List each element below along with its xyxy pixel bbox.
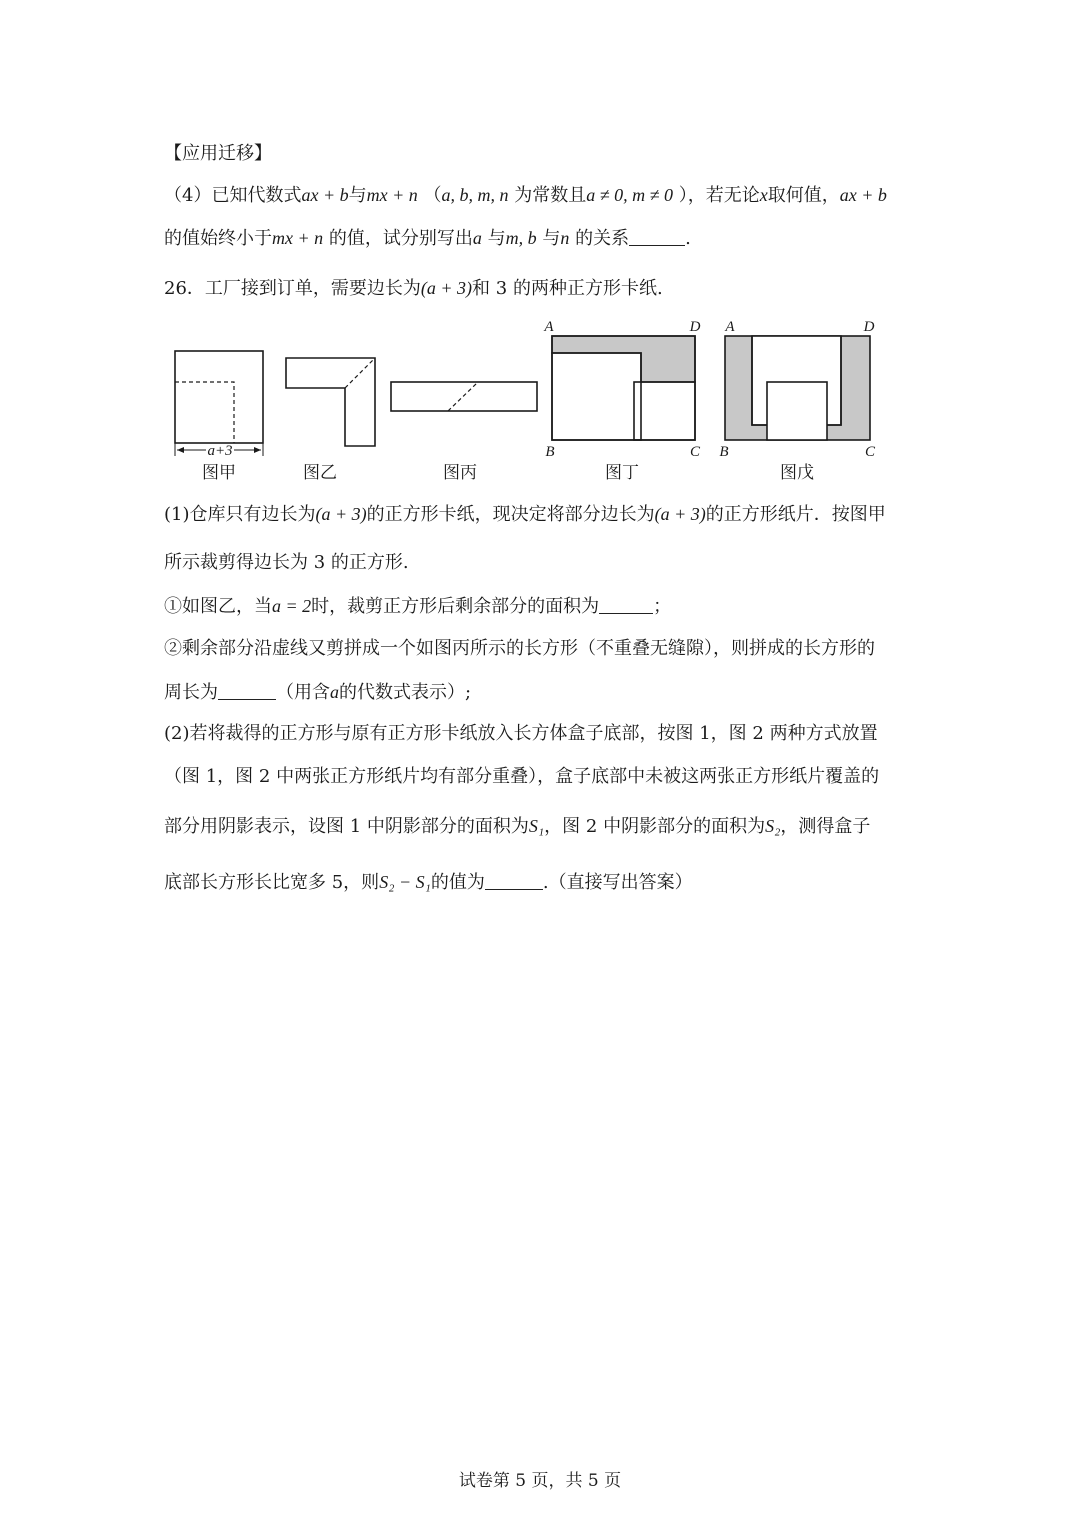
- text: ），若无论: [678, 185, 760, 206]
- math-expr: (a + 3): [315, 504, 367, 524]
- small-square: [634, 382, 695, 440]
- text: 取何值，: [767, 185, 840, 206]
- math-expr: a, b, m, n: [441, 185, 509, 205]
- math-expr: (a + 3): [420, 278, 473, 298]
- large-square: [552, 353, 641, 440]
- arrow-right-icon: [254, 447, 261, 453]
- math-var: a: [472, 228, 482, 248]
- corner-d: D: [863, 319, 875, 335]
- text: 部分用阴影表示，设图 1 中阴影部分的面积为: [164, 816, 529, 837]
- text: 的关系: [575, 228, 630, 249]
- answer-blank: [218, 681, 276, 700]
- math-var: S₁: [528, 816, 545, 836]
- text: 为常数且: [514, 185, 587, 206]
- sub1-line: [164, 594, 671, 619]
- part2-line-1: (2)若将裁得的正方形与原有正方形卡纸放入长方体盒子底部，按图 1，图 2 两种方式放置: [164, 723, 878, 744]
- part2-line-2: （图 1，图 2 中两张正方形纸片均有部分重叠），盒子底部中未被这两张正方形纸片覆盖的: [164, 766, 880, 787]
- text: ，测得盒子: [780, 816, 871, 837]
- q4-line-2: [164, 226, 691, 251]
- text: 的值，试分别写出: [328, 228, 473, 249]
- figure-jia: [175, 351, 263, 456]
- math-expr: mx + n: [366, 185, 418, 205]
- small-square: [767, 382, 827, 440]
- figures-row: [160, 312, 920, 494]
- text: 与: [348, 185, 367, 206]
- figure-wu: [725, 336, 870, 440]
- part2-line-4: [164, 870, 693, 895]
- figure-yi: [286, 358, 375, 446]
- text: (1)仓库只有边长为: [164, 504, 316, 525]
- figure-bing: [391, 382, 537, 411]
- text: 和 3 的两种正方形卡纸.: [472, 278, 663, 299]
- rearranged-rectangle: [391, 382, 537, 411]
- caption-ding: 图丁: [605, 463, 639, 482]
- dashed-cut-line: [448, 382, 478, 411]
- part1-line-1: [164, 502, 886, 527]
- text: 时，裁剪正方形后剩余部分的面积为: [311, 596, 600, 617]
- text: 与: [487, 228, 506, 249]
- corner-b: B: [545, 444, 555, 460]
- text: （用含: [276, 682, 330, 703]
- square-card: [175, 351, 263, 443]
- math-expr: (a + 3): [654, 504, 706, 524]
- text: .: [685, 228, 691, 249]
- arrow-left-icon: [177, 447, 184, 453]
- corner-d: D: [689, 319, 701, 335]
- text: ，图 2 中阴影部分的面积为: [544, 816, 766, 837]
- text: .（直接写出答案）: [542, 872, 693, 893]
- text: ①如图乙，当: [164, 596, 272, 617]
- corner-a: A: [544, 319, 554, 335]
- text: 的正方形纸片．按图甲: [705, 504, 886, 525]
- text: 与: [542, 228, 561, 249]
- corner-b: B: [719, 444, 729, 460]
- shaded-region: [552, 336, 695, 382]
- text: 的代数式表示）;: [339, 682, 472, 703]
- math-expr: ax + b: [839, 185, 887, 205]
- math-expr: mx + n: [272, 228, 324, 248]
- q4-line-1: [164, 183, 887, 208]
- text: （4）已知代数式: [164, 185, 302, 206]
- corner-a: A: [725, 319, 735, 335]
- text: ；: [653, 596, 672, 617]
- text: 26．工厂接到订单，需要边长为: [164, 278, 421, 299]
- math-var: x: [759, 185, 768, 205]
- text: 周长为: [164, 682, 218, 703]
- text: 底部长方形长比宽多 5，则: [164, 872, 380, 893]
- math-expr: S₂ − S₁: [379, 872, 431, 892]
- math-expr: m, b: [505, 228, 537, 248]
- dashed-cut-line: [345, 358, 375, 388]
- math-expr: a = 2: [272, 596, 312, 616]
- dashed-cut-line: [175, 382, 234, 443]
- answer-blank: [629, 227, 685, 246]
- part2-line-3: [164, 814, 870, 839]
- text: （: [423, 185, 442, 206]
- math-var: S₂: [765, 816, 781, 836]
- answer-blank: [485, 871, 543, 890]
- text: 的值为: [430, 872, 485, 893]
- math-var: a: [330, 682, 339, 702]
- caption-jia: 图甲: [202, 463, 236, 482]
- section-heading: 【应用迁移】: [164, 143, 272, 164]
- dim-label: a+3: [207, 443, 233, 459]
- q26-line-1: [164, 276, 663, 301]
- corner-c: C: [689, 444, 701, 460]
- answer-blank: [599, 595, 653, 614]
- caption-yi: 图乙: [303, 463, 337, 482]
- caption-wu: 图戊: [780, 463, 814, 482]
- text: 的值始终小于: [164, 228, 272, 249]
- page-footer: 试卷第 5 页，共 5 页: [458, 1471, 622, 1491]
- sub2-line-1: ②剩余部分沿虚线又剪拼成一个如图丙所示的长方形（不重叠无缝隙），则拼成的长方形的: [164, 638, 875, 659]
- sub2-line-2: [164, 680, 471, 705]
- text: 的正方形卡纸，现决定将部分边长为: [366, 504, 655, 525]
- part1-line-2: 所示裁剪得边长为 3 的正方形.: [164, 552, 409, 573]
- math-var: n: [560, 228, 570, 248]
- math-expr: ax + b: [301, 185, 349, 205]
- corner-c: C: [864, 444, 876, 460]
- caption-bing: 图丙: [443, 463, 477, 482]
- figure-ding: [552, 336, 695, 440]
- math-expr: a ≠ 0, m ≠ 0: [586, 185, 673, 205]
